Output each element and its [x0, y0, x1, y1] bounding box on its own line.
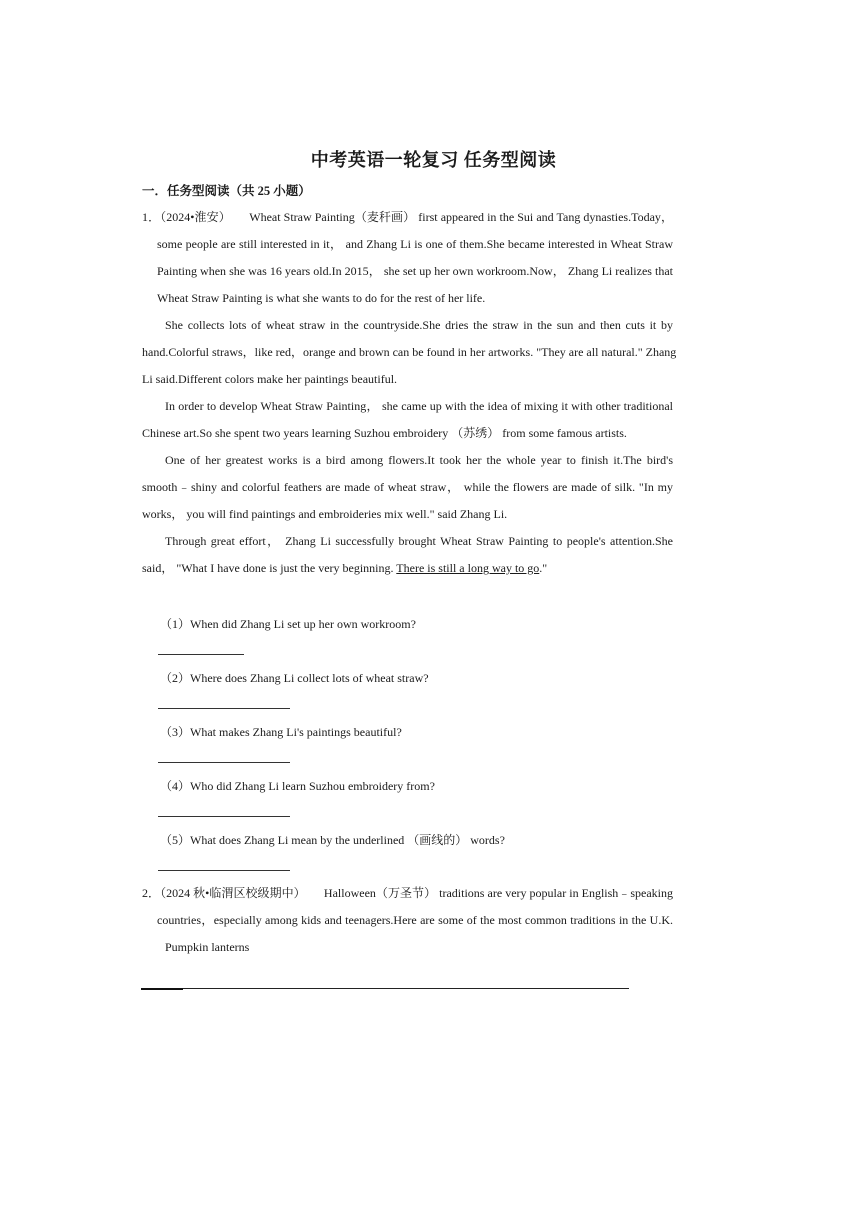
q2-subheading: Pumpkin lanterns: [165, 940, 250, 954]
sub-question-4: （4）Who did Zhang Li learn Suzhou embroidery from?: [160, 779, 435, 793]
sub-question-5: （5）What does Zhang Li mean by the underlined （画线的） words?: [160, 833, 505, 847]
q1-line-2: some people are still interested in it， and Zhang Li is one of them.She became interested in Wheat Straw: [157, 237, 673, 251]
q1-line-3: Painting when she was 16 years old.In 2015， she set up her own workroom.Now， Zhang Li realizes that: [157, 264, 673, 278]
q1-line-4: Wheat Straw Painting is what she wants to do for the rest of her life.: [157, 291, 486, 305]
q1-number: 1．: [142, 210, 161, 224]
q1-paragraph-4: One of her greatest works is a bird among flowers.It took her the whole year to finish it.The bird's smooth﹣shiny and colorful feathers are made of wheat straw， while the flowers are made of silk. "In my works， you will find paintings and embroideries mix well." said Zhang Li.: [142, 453, 673, 521]
sub-question-2: （2）Where does Zhang Li collect lots of wheat straw?: [160, 671, 429, 685]
q1-line-1: 1．（2024•淮安） Wheat Straw Painting（麦秆画） first appeared in the Sui and Tang dynasties.Today，: [142, 210, 673, 224]
q2-source: （2024 秋•临渭区校级期中）: [160, 886, 306, 900]
answer-line-5[interactable]: [158, 870, 290, 871]
footer-rule-accent: [141, 988, 183, 990]
q2-number: 2．: [142, 886, 161, 900]
question-1-passage: [142, 204, 677, 582]
answer-line-1[interactable]: [158, 654, 244, 655]
sub-question-1: （1）When did Zhang Li set up her own workroom?: [160, 617, 416, 631]
q1-paragraph-2: She collects lots of wheat straw in the countryside.She dries the straw in the sun and then cuts it by hand.Colorful straws，like red，orange and brown can be found in her artworks. "They are all natural." Zhang Li said.Different colors make her paintings beautiful.: [142, 318, 677, 386]
page-title: 中考英语一轮复习 任务型阅读: [310, 150, 557, 170]
sub-question-3: （3）What makes Zhang Li's paintings beautiful?: [160, 725, 402, 739]
q1-source: （2024•淮安）: [160, 210, 231, 224]
question-2-passage: [142, 880, 673, 961]
q2-line-2: countries，especially among kids and teenagers.Here are some of the most common traditions in the U.K.: [157, 913, 673, 927]
q1-paragraph-5: Through great effort， Zhang Li successfully brought Wheat Straw Painting to people's attention.She said， "What I have done is just the very beginning. There is still a long way to go.": [142, 534, 673, 575]
underlined-words: There is still a long way to go: [396, 561, 540, 575]
section-heading: 一．任务型阅读（共 25 小题）: [142, 184, 311, 198]
q2-line-1: 2．（2024 秋•临渭区校级期中） Halloween（万圣节） traditions are very popular in English﹣speaking: [142, 886, 674, 900]
footer-rule: [141, 988, 629, 989]
answer-line-2[interactable]: [158, 708, 290, 709]
answer-line-3[interactable]: [158, 762, 290, 763]
q1-paragraph-3: In order to develop Wheat Straw Painting， she came up with the idea of mixing it with other traditional Chinese art.So she spent two years learning Suzhou embroidery （苏绣） from some famous artists.: [142, 399, 673, 440]
answer-line-4[interactable]: [158, 816, 290, 817]
